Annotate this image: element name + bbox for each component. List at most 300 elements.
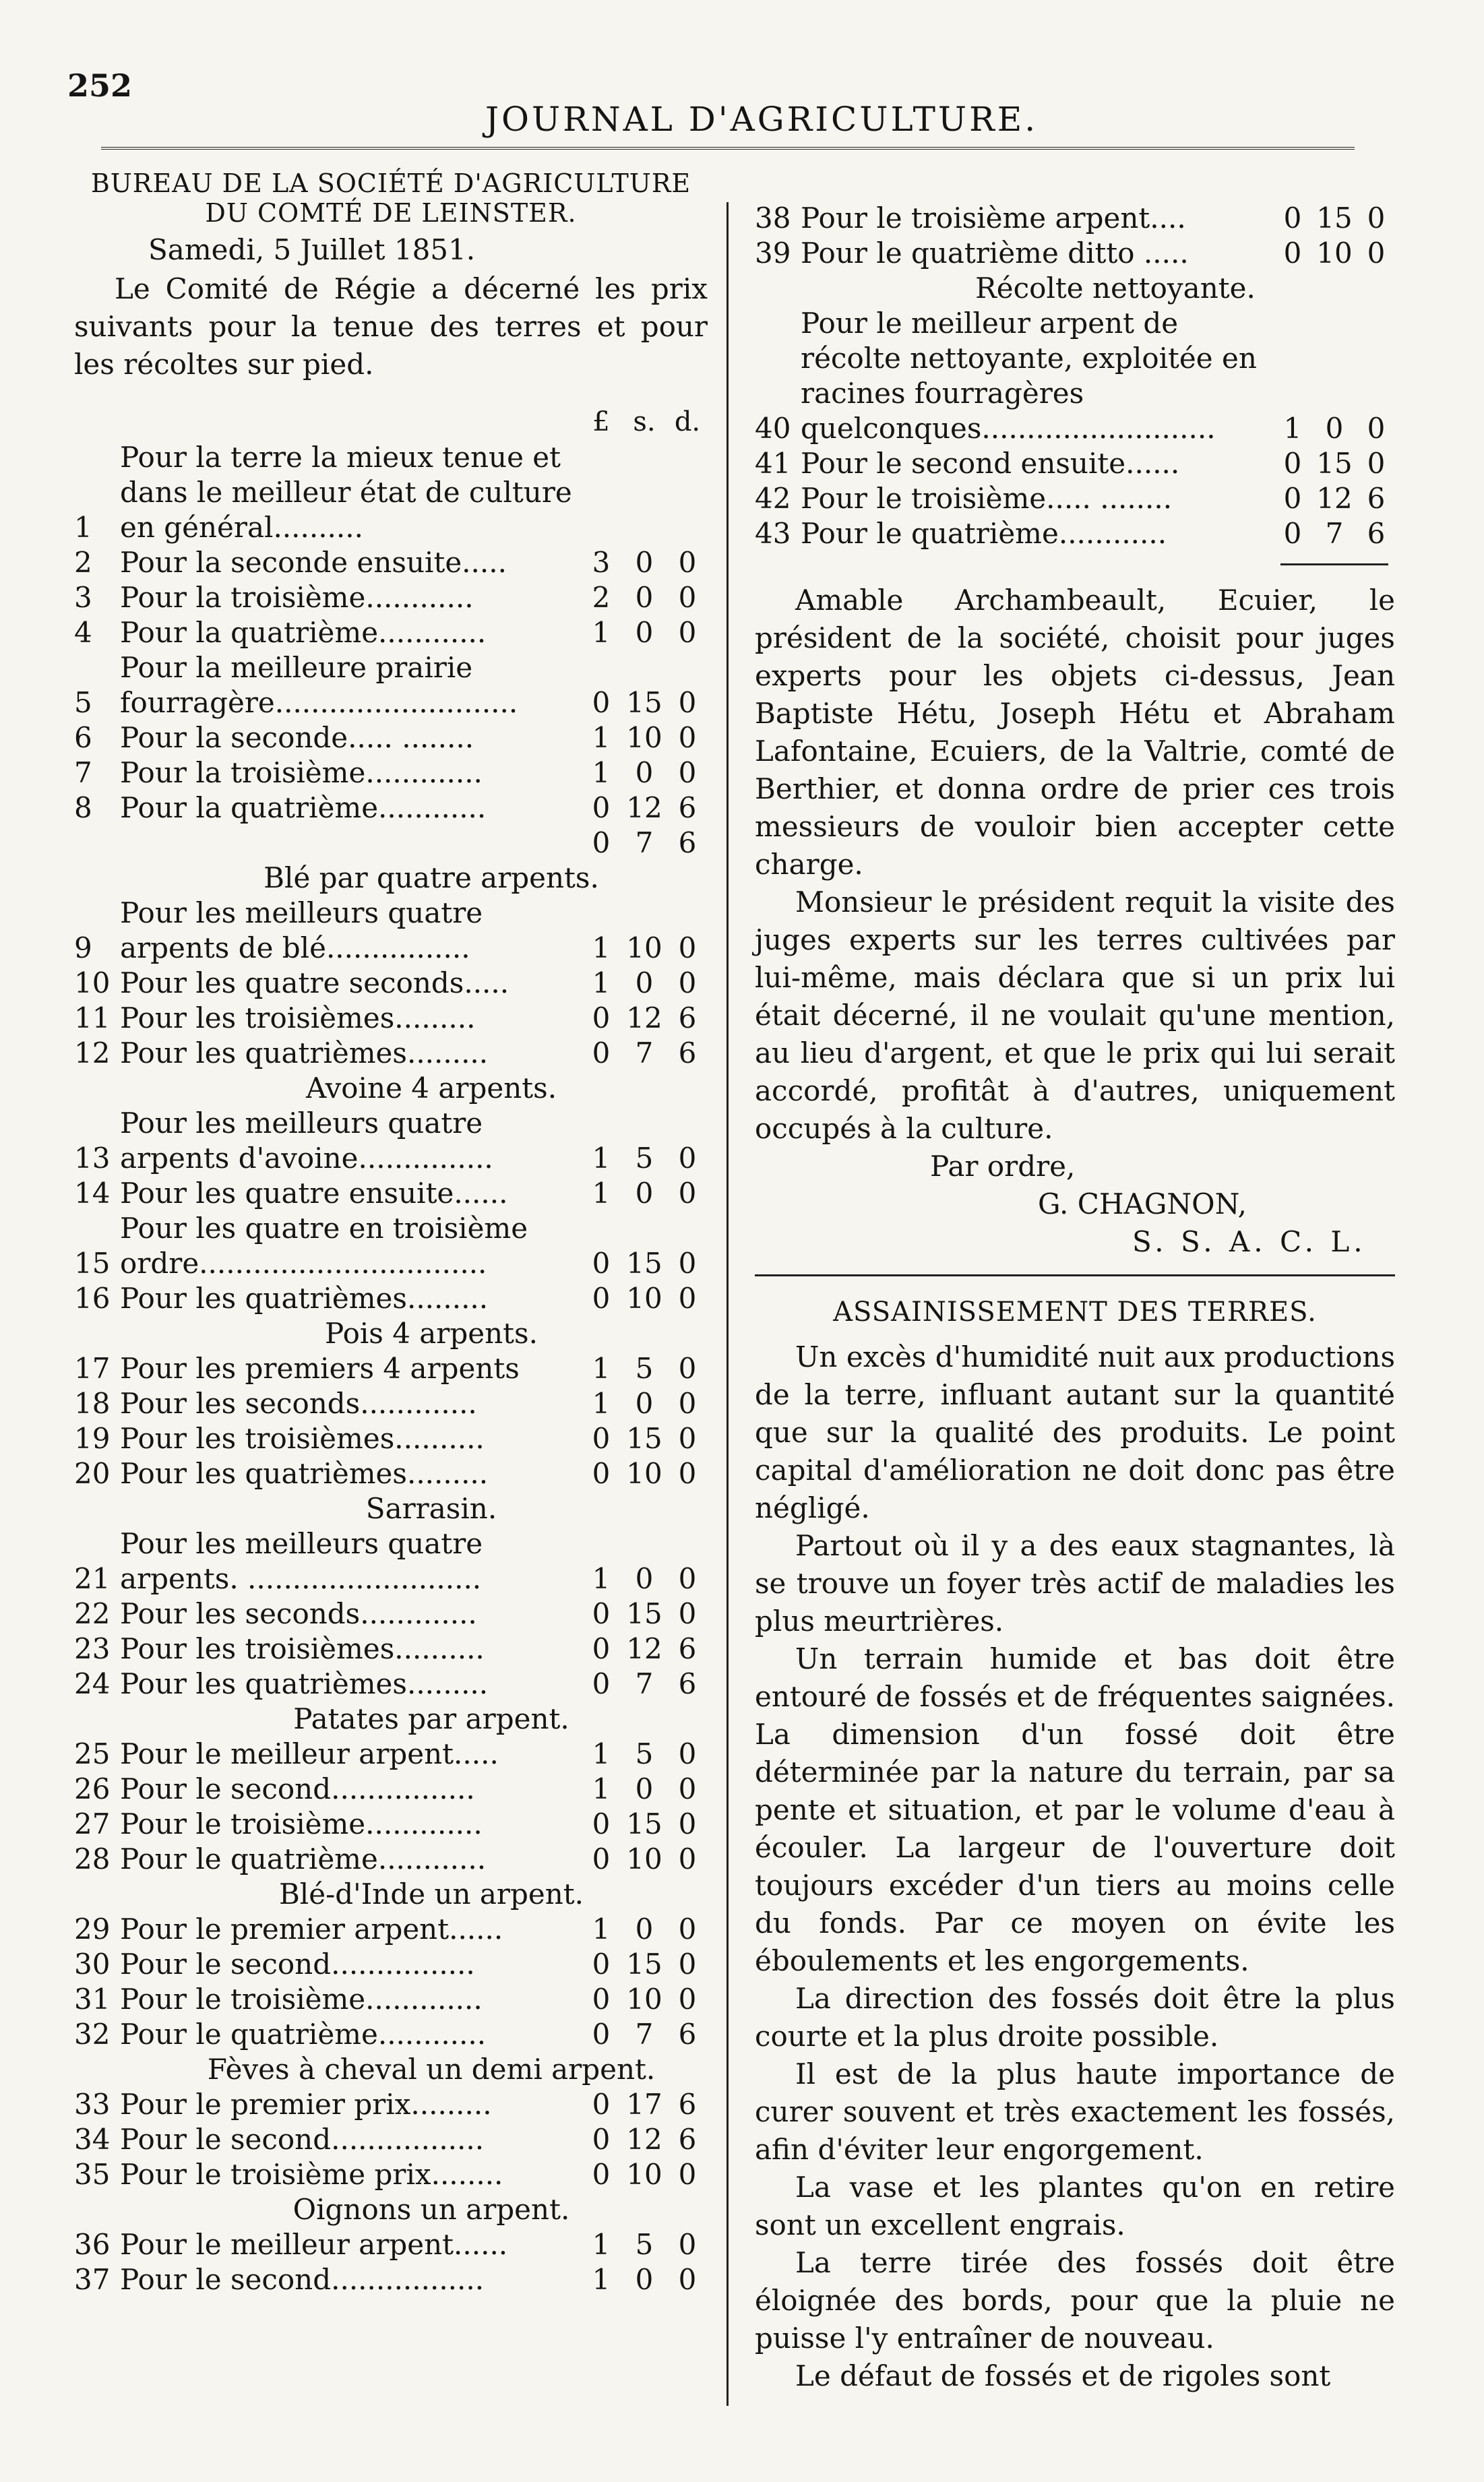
prize-row (74, 1351, 708, 1386)
amount-pence: 0 (1367, 201, 1386, 235)
amount-shillings: 15 (1316, 201, 1353, 235)
amount-shillings: 7 (1325, 517, 1344, 550)
prize-row (74, 1036, 708, 1071)
section-head-recolte: Récolte nettoyante. (975, 272, 1256, 305)
prize-row (74, 755, 708, 790)
prize-number: 27 (74, 1807, 111, 1840)
prize-number: 11 (74, 1001, 111, 1034)
prize-amount (581, 826, 708, 861)
amount-pounds: 1 (592, 1387, 611, 1420)
amount-shillings: 0 (635, 546, 654, 579)
amount-shillings: 0 (635, 966, 654, 999)
prize-amount (581, 755, 708, 790)
prize-number: 13 (74, 1142, 111, 1175)
amount-pence: 0 (678, 1597, 697, 1630)
prize-amount (581, 790, 708, 826)
prizes-avoine (74, 1106, 708, 1316)
prize-description: Pour les troisièmes.......... (120, 1422, 485, 1455)
section-head-patates: Patates par arpent. (293, 1702, 569, 1735)
prize-description: Pour les meilleurs quatre arpents. .......................... (120, 1527, 483, 1595)
prize-description: Pour le second................. (120, 2123, 485, 2156)
prize-number: 1 (74, 511, 92, 544)
amount-pounds: 0 (592, 1422, 611, 1455)
prize-description: Pour les quatre seconds..... (120, 966, 509, 999)
prize-amount (581, 1281, 708, 1316)
prize-description: Pour le quatrième............ (120, 1842, 487, 1875)
amount-shillings: 10 (626, 1282, 662, 1315)
section-head-avoine: Avoine 4 arpents. (305, 1072, 557, 1105)
prize-row (74, 2227, 708, 2262)
prize-description: Pour le quatrième ditto ..... (801, 237, 1189, 270)
section-head-sarrasin: Sarrasin. (365, 1492, 497, 1525)
prize-description: Pour la troisième............. (120, 756, 483, 789)
article-paragraph: La direction des fossés doit être la plus courte et la plus droite possible. (755, 1982, 1395, 2053)
amount-pence: 0 (678, 1772, 697, 1805)
amount-pence: 0 (678, 1352, 697, 1385)
section-head-oignons: Oignons un arpent. (292, 2193, 570, 2226)
prize-row (755, 236, 1395, 271)
article-body (755, 1338, 1395, 2395)
prize-number: 26 (74, 1772, 111, 1805)
amount-shillings: 15 (1316, 447, 1353, 480)
prize-amount (581, 2122, 708, 2157)
amount-pounds: 1 (592, 1562, 611, 1595)
amount-shillings: 0 (635, 756, 654, 789)
amount-pence: 6 (678, 791, 697, 824)
prizes-feves (74, 2087, 708, 2192)
amount-pounds: 0 (592, 1632, 611, 1665)
prize-number: 2 (74, 546, 92, 579)
prize-description: Pour le quatrième............ (120, 2018, 487, 2051)
prize-amount (581, 580, 708, 615)
amount-pounds: 0 (592, 826, 611, 859)
amount-pounds: 1 (592, 2228, 611, 2261)
amount-shillings: 7 (635, 1036, 654, 1069)
prize-description: Pour le meilleur arpent de récolte nettoyante, exploitée en racines fourragères quelconques.......................... (801, 307, 1257, 445)
amount-pence: 0 (678, 546, 697, 579)
prize-number: 15 (74, 1247, 111, 1280)
amount-shillings: 12 (626, 2123, 662, 2156)
amount-shillings: 12 (626, 791, 662, 824)
prize-row (74, 2122, 708, 2157)
prize-row (755, 306, 1395, 446)
prize-number: 40 (755, 412, 791, 445)
amount-pounds: 0 (592, 2088, 611, 2121)
prize-row (74, 1596, 708, 1632)
president-paragraph: Monsieur le président requit la visite des juges experts sur les terres cultivées par lui-même, mais déclara que si un prix lui était décerné, il ne voulait qu'une mention, au lieu d'argent, et que le prix qui lui serait accordé, profitât à d'autres, uniquement occupés à la culture. (755, 886, 1395, 1145)
prize-number: 7 (74, 756, 92, 789)
prize-description: Pour le second ensuite...... (801, 447, 1180, 480)
amount-shillings: 12 (1316, 482, 1353, 515)
amount-shillings: 15 (626, 1807, 662, 1840)
amount-shillings: 0 (635, 616, 654, 649)
prize-number: 4 (74, 616, 92, 649)
prize-amount (581, 2227, 708, 2262)
short-rule (1280, 563, 1388, 565)
amount-shillings: 10 (626, 1983, 662, 2016)
prize-description: Pour la troisième............ (120, 581, 474, 614)
prize-amount (581, 1001, 708, 1036)
prize-description: Pour le quatrième............ (801, 517, 1167, 550)
prize-row (74, 1912, 708, 1947)
prize-number: 20 (74, 1457, 111, 1490)
amount-pence: 0 (678, 1807, 697, 1840)
prize-number: 38 (755, 201, 791, 235)
prize-row (755, 516, 1395, 551)
page-number: 252 (67, 67, 133, 104)
amount-shillings: 17 (626, 2088, 662, 2121)
intro-paragraph: Le Comité de Régie a décerné les prix suivants pour la tenue des terres et pour les récoltes sur pied. (74, 272, 708, 381)
amount-pence: 0 (678, 616, 697, 649)
section-head-feves: Fèves à cheval un demi arpent. (207, 2053, 656, 2086)
prize-description: Pour le troisième..... ........ (801, 482, 1173, 515)
prize-description: Pour la seconde..... ........ (120, 721, 474, 754)
prize-description: Pour la quatrième............ (120, 791, 487, 824)
article-paragraph: La terre tirée des fossés doit être éloignée des bords, pour que la pluie ne puisse l'y entraîner de nouveau. (755, 2246, 1395, 2355)
prize-amount (581, 2262, 708, 2297)
amount-pounds: 1 (1283, 412, 1302, 445)
amount-pence: 0 (678, 1842, 697, 1875)
amount-shillings: 10 (626, 931, 662, 964)
prize-amount (581, 1386, 708, 1421)
prize-amount (581, 1596, 708, 1632)
amount-pence: 6 (1367, 482, 1386, 515)
prize-row (74, 650, 708, 720)
amount-shillings: 0 (635, 1387, 654, 1420)
prize-amount (581, 1421, 708, 1456)
prize-description: Pour les quatrièmes......... (120, 1282, 489, 1315)
prize-number: 28 (74, 1842, 111, 1875)
prize-amount (581, 1737, 708, 1772)
prize-number: 25 (74, 1737, 111, 1770)
amount-pounds: 0 (1283, 517, 1302, 550)
prize-number: 43 (755, 517, 791, 550)
amount-shillings: 0 (635, 1177, 654, 1210)
right-column (755, 201, 1395, 2395)
amount-pence: 0 (678, 1422, 697, 1455)
amount-pounds: 0 (592, 2123, 611, 2156)
prize-row (74, 1982, 708, 2017)
prize-amount (581, 1982, 708, 2017)
prize-description: Pour les quatrièmes......... (120, 1667, 489, 1700)
prize-amount (581, 1632, 708, 1667)
amount-pence: 0 (678, 756, 697, 789)
prize-amount (581, 1141, 708, 1176)
prize-amount (581, 931, 708, 966)
prize-number: 29 (74, 1913, 111, 1946)
prize-row (74, 1632, 708, 1667)
prize-amount (581, 685, 708, 720)
prize-row (74, 826, 708, 861)
amount-pounds: 0 (592, 1282, 611, 1315)
prize-amount (581, 615, 708, 650)
amount-pence: 0 (678, 686, 697, 719)
prize-row (74, 1737, 708, 1772)
prize-description: Pour les seconds............. (120, 1387, 477, 1420)
amount-pence: 6 (678, 1667, 697, 1700)
amount-pounds: 0 (592, 1457, 611, 1490)
prize-row (74, 1211, 708, 1281)
section-head-pois: Pois 4 arpents. (325, 1317, 538, 1350)
amount-pence: 6 (678, 826, 697, 859)
prizes-oignons (74, 2227, 708, 2297)
prize-row (74, 2262, 708, 2297)
prize-amount (581, 1667, 708, 1702)
prizes-sarrasin (74, 1526, 708, 1702)
secretary-title: S. S. A. C. L. (1132, 1225, 1367, 1258)
prize-amount (581, 720, 708, 755)
prize-number: 12 (74, 1036, 111, 1069)
prize-description: Pour les quatrièmes......... (120, 1036, 489, 1069)
prize-row (74, 1667, 708, 1702)
prizes-pois (74, 1351, 708, 1491)
prizes-recolte (755, 306, 1395, 551)
prize-description: Pour la meilleure prairie fourragère........................... (120, 651, 518, 719)
prize-number: 24 (74, 1667, 111, 1700)
amount-pounds: 1 (592, 931, 611, 964)
amount-pence: 6 (678, 1036, 697, 1069)
amount-pounds: 1 (592, 756, 611, 789)
prize-description: Pour le troisième arpent.... (801, 201, 1186, 235)
amount-pounds: 0 (592, 1036, 611, 1069)
amount-pounds: 0 (592, 1842, 611, 1875)
prize-row (74, 1526, 708, 1596)
prize-amount (1274, 236, 1395, 271)
amount-shillings: 7 (635, 826, 654, 859)
prize-number: 41 (755, 447, 791, 480)
prize-number: 6 (74, 721, 92, 754)
prize-description: Pour le premier prix......... (120, 2088, 492, 2121)
prize-number: 34 (74, 2123, 111, 2156)
prize-amount (1274, 201, 1395, 236)
amount-shillings: 0 (1325, 412, 1344, 445)
amount-pounds: 0 (1283, 237, 1302, 270)
amount-shillings: 15 (626, 1422, 662, 1455)
amount-pounds: 1 (592, 1142, 611, 1175)
amount-shillings: 7 (635, 1667, 654, 1700)
currency-shillings: s. (633, 406, 656, 437)
prize-description: Pour le meilleur arpent...... (120, 2228, 508, 2261)
amount-pence: 0 (678, 581, 697, 614)
article-paragraph: Partout où il y a des eaux stagnantes, là se trouve un foyer très actif de maladies les plus meurtrières. (755, 1529, 1395, 1638)
prizes-top (755, 201, 1395, 271)
prize-row (74, 1456, 708, 1491)
amount-shillings: 0 (635, 1913, 654, 1946)
prize-amount (581, 1561, 708, 1596)
amount-pounds: 1 (592, 1772, 611, 1805)
section-head-ble-inde: Blé-d'Inde un arpent. (278, 1878, 584, 1911)
amount-pence: 0 (678, 966, 697, 999)
amount-pounds: 1 (592, 721, 611, 754)
amount-pounds: 0 (592, 1667, 611, 1700)
amount-shillings: 15 (626, 1597, 662, 1630)
prize-description: Pour le second................ (120, 1772, 475, 1805)
prize-amount (581, 1772, 708, 1807)
prize-description: Pour les meilleurs quatre arpents d'avoine............... (120, 1107, 493, 1175)
prize-number: 8 (74, 791, 92, 824)
par-ordre: Par ordre, (930, 1150, 1076, 1183)
prize-description: Pour la terre la mieux tenue et dans le meilleur état de culture en général.......... (120, 441, 572, 544)
prize-row (74, 1386, 708, 1421)
prize-amount (581, 545, 708, 580)
amount-pounds: 0 (592, 1807, 611, 1840)
article-separator (755, 1274, 1395, 1276)
amount-pounds: 0 (592, 1948, 611, 1981)
amount-pence: 0 (678, 2263, 697, 2296)
prize-amount (1274, 516, 1395, 551)
amount-pence: 0 (1367, 412, 1386, 445)
amount-shillings: 5 (635, 1737, 654, 1770)
amount-pence: 0 (1367, 447, 1386, 480)
prize-row (74, 1176, 708, 1211)
prize-description: Pour le second................. (120, 2263, 485, 2296)
prize-number: 30 (74, 1948, 111, 1981)
amount-shillings: 5 (635, 1142, 654, 1175)
prize-row (74, 790, 708, 826)
prize-description: Pour les troisièmes......... (120, 1001, 476, 1034)
amount-pence: 0 (1367, 237, 1386, 270)
amount-pounds: 1 (592, 616, 611, 649)
amount-pence: 0 (678, 1282, 697, 1315)
amount-shillings: 12 (626, 1632, 662, 1665)
prize-row (74, 1001, 708, 1036)
prize-description: Pour les quatre ensuite...... (120, 1177, 508, 1210)
article-title: ASSAINISSEMENT DES TERRES. (833, 1297, 1317, 1328)
prize-number: 5 (74, 686, 92, 719)
prize-row (74, 1772, 708, 1807)
prize-number: 3 (74, 581, 92, 614)
amount-pounds: 1 (592, 2263, 611, 2296)
amount-shillings: 10 (626, 2158, 662, 2191)
amount-shillings: 10 (626, 721, 662, 754)
prize-description: Pour le second................ (120, 1948, 475, 1981)
prize-amount (581, 1807, 708, 1842)
prize-description: Pour les seconds............. (120, 1597, 477, 1630)
amount-pounds: 0 (1283, 201, 1302, 235)
amount-pounds: 0 (592, 1983, 611, 2016)
prize-description: Pour le troisième prix........ (120, 2158, 503, 2191)
prize-number: 18 (74, 1387, 111, 1420)
prize-row (755, 481, 1395, 516)
currency-pounds: £ (592, 406, 610, 437)
prize-number: 33 (74, 2088, 111, 2121)
amount-pence: 0 (678, 2158, 697, 2191)
amount-pence: 0 (678, 721, 697, 754)
prize-amount (581, 2157, 708, 2192)
amount-pounds: 0 (592, 1597, 611, 1630)
amount-pounds: 0 (1283, 482, 1302, 515)
column-divider (726, 202, 729, 2406)
prize-number: 22 (74, 1597, 111, 1630)
prize-number: 23 (74, 1632, 111, 1665)
prizes-terre (74, 440, 708, 861)
prize-description: Pour le troisième............. (120, 1807, 483, 1840)
prize-row (74, 2017, 708, 2052)
amount-pence: 0 (678, 1247, 697, 1280)
amount-pence: 0 (678, 2228, 697, 2261)
prize-row (74, 545, 708, 580)
prizes-patates (74, 1737, 708, 1877)
prize-amount (581, 1351, 708, 1386)
prize-amount (581, 1842, 708, 1877)
left-column (74, 168, 708, 2297)
prize-description: Pour le troisième............. (120, 1983, 483, 2016)
amount-shillings: 10 (626, 1457, 662, 1490)
article-paragraph: Un terrain humide et bas doit être entouré de fossés et de fréquentes saignées. La dimension d'un fossé doit être déterminée par la nature du terrain, par sa pente et situation, et par le volume d'eau à écouler. La largeur de l'ouverture doit toujours excéder d'un tiers au moins celle du fonds. Par ce moyen on évite les éboulements et les engorgements. (755, 1642, 1395, 1977)
amount-shillings: 10 (626, 1842, 662, 1875)
amount-pounds: 1 (592, 1177, 611, 1210)
amount-pounds: 0 (592, 1247, 611, 1280)
article-paragraph: La vase et les plantes qu'on en retire sont un excellent engrais. (755, 2171, 1395, 2241)
prize-number: 39 (755, 237, 791, 270)
prize-row (74, 1807, 708, 1842)
prize-row (74, 720, 708, 755)
prize-amount (1274, 411, 1395, 446)
amount-pence: 6 (678, 1632, 697, 1665)
amount-shillings: 10 (1316, 237, 1353, 270)
prize-amount (581, 1912, 708, 1947)
prize-amount (581, 1947, 708, 1982)
prize-amount (581, 2087, 708, 2122)
amount-pounds: 0 (592, 2018, 611, 2051)
prize-row (74, 1421, 708, 1456)
article-paragraph: Il est de la plus haute importance de curer souvent et très exactement les fossés, afin d'éviter leur engorgement. (755, 2057, 1395, 2166)
amount-pounds: 0 (592, 1001, 611, 1034)
prize-row (74, 1281, 708, 1316)
header-rule (101, 147, 1355, 150)
prize-amount (581, 966, 708, 1001)
amount-shillings: 15 (626, 1247, 662, 1280)
amount-pounds: 1 (592, 1913, 611, 1946)
prize-row (74, 580, 708, 615)
prize-description: Pour le meilleur arpent..... (120, 1737, 499, 1770)
prize-row (74, 1842, 708, 1877)
prize-row (755, 201, 1395, 236)
prize-amount (581, 1036, 708, 1071)
currency-pence: d. (674, 406, 701, 437)
prize-amount (1274, 481, 1395, 516)
amount-shillings: 12 (626, 1001, 662, 1034)
article-paragraph: Le défaut de fossés et de rigoles sont (795, 2359, 1331, 2392)
prize-number: 42 (755, 482, 791, 515)
prize-number: 9 (74, 931, 92, 964)
amount-pounds: 0 (1283, 447, 1302, 480)
prize-row (74, 1106, 708, 1176)
amount-pence: 0 (678, 1387, 697, 1420)
prize-row (74, 2087, 708, 2122)
prize-number: 17 (74, 1352, 111, 1385)
amount-pence: 0 (678, 1457, 697, 1490)
prize-description: Pour la quatrième............ (120, 616, 487, 649)
prize-row (74, 966, 708, 1001)
prizes-ble (74, 896, 708, 1071)
prize-amount (581, 2017, 708, 2052)
prize-number: 31 (74, 1983, 111, 2016)
prize-description: Pour les quatre en troisième ordre................................ (120, 1212, 528, 1280)
prize-number: 32 (74, 2018, 111, 2051)
amount-pence: 0 (678, 1177, 697, 1210)
prize-number: 19 (74, 1422, 111, 1455)
amount-pounds: 1 (592, 1737, 611, 1770)
judges-paragraph: Amable Archambeault, Ecuier, le président de la société, choisit pour juges experts pour les objets ci-dessus, Jean Baptiste Hétu, Joseph Hétu et Abraham Lafontaine, Ecuiers, de la Valtrie, comté de Berthier, et donna ordre de prier ces trois messieurs de vouloir bien accepter cette charge. (755, 584, 1395, 881)
amount-pence: 0 (678, 1737, 697, 1770)
amount-pounds: 0 (592, 686, 611, 719)
prize-row (74, 896, 708, 966)
article-paragraph: Un excès d'humidité nuit aux productions de la terre, influant autant sur la quantité que sur la qualité des produits. Le point capital d'amélioration ne doit donc pas être négligé. (755, 1340, 1395, 1524)
prize-row (74, 615, 708, 650)
amount-pence: 6 (678, 2088, 697, 2121)
prize-row (74, 1947, 708, 1982)
